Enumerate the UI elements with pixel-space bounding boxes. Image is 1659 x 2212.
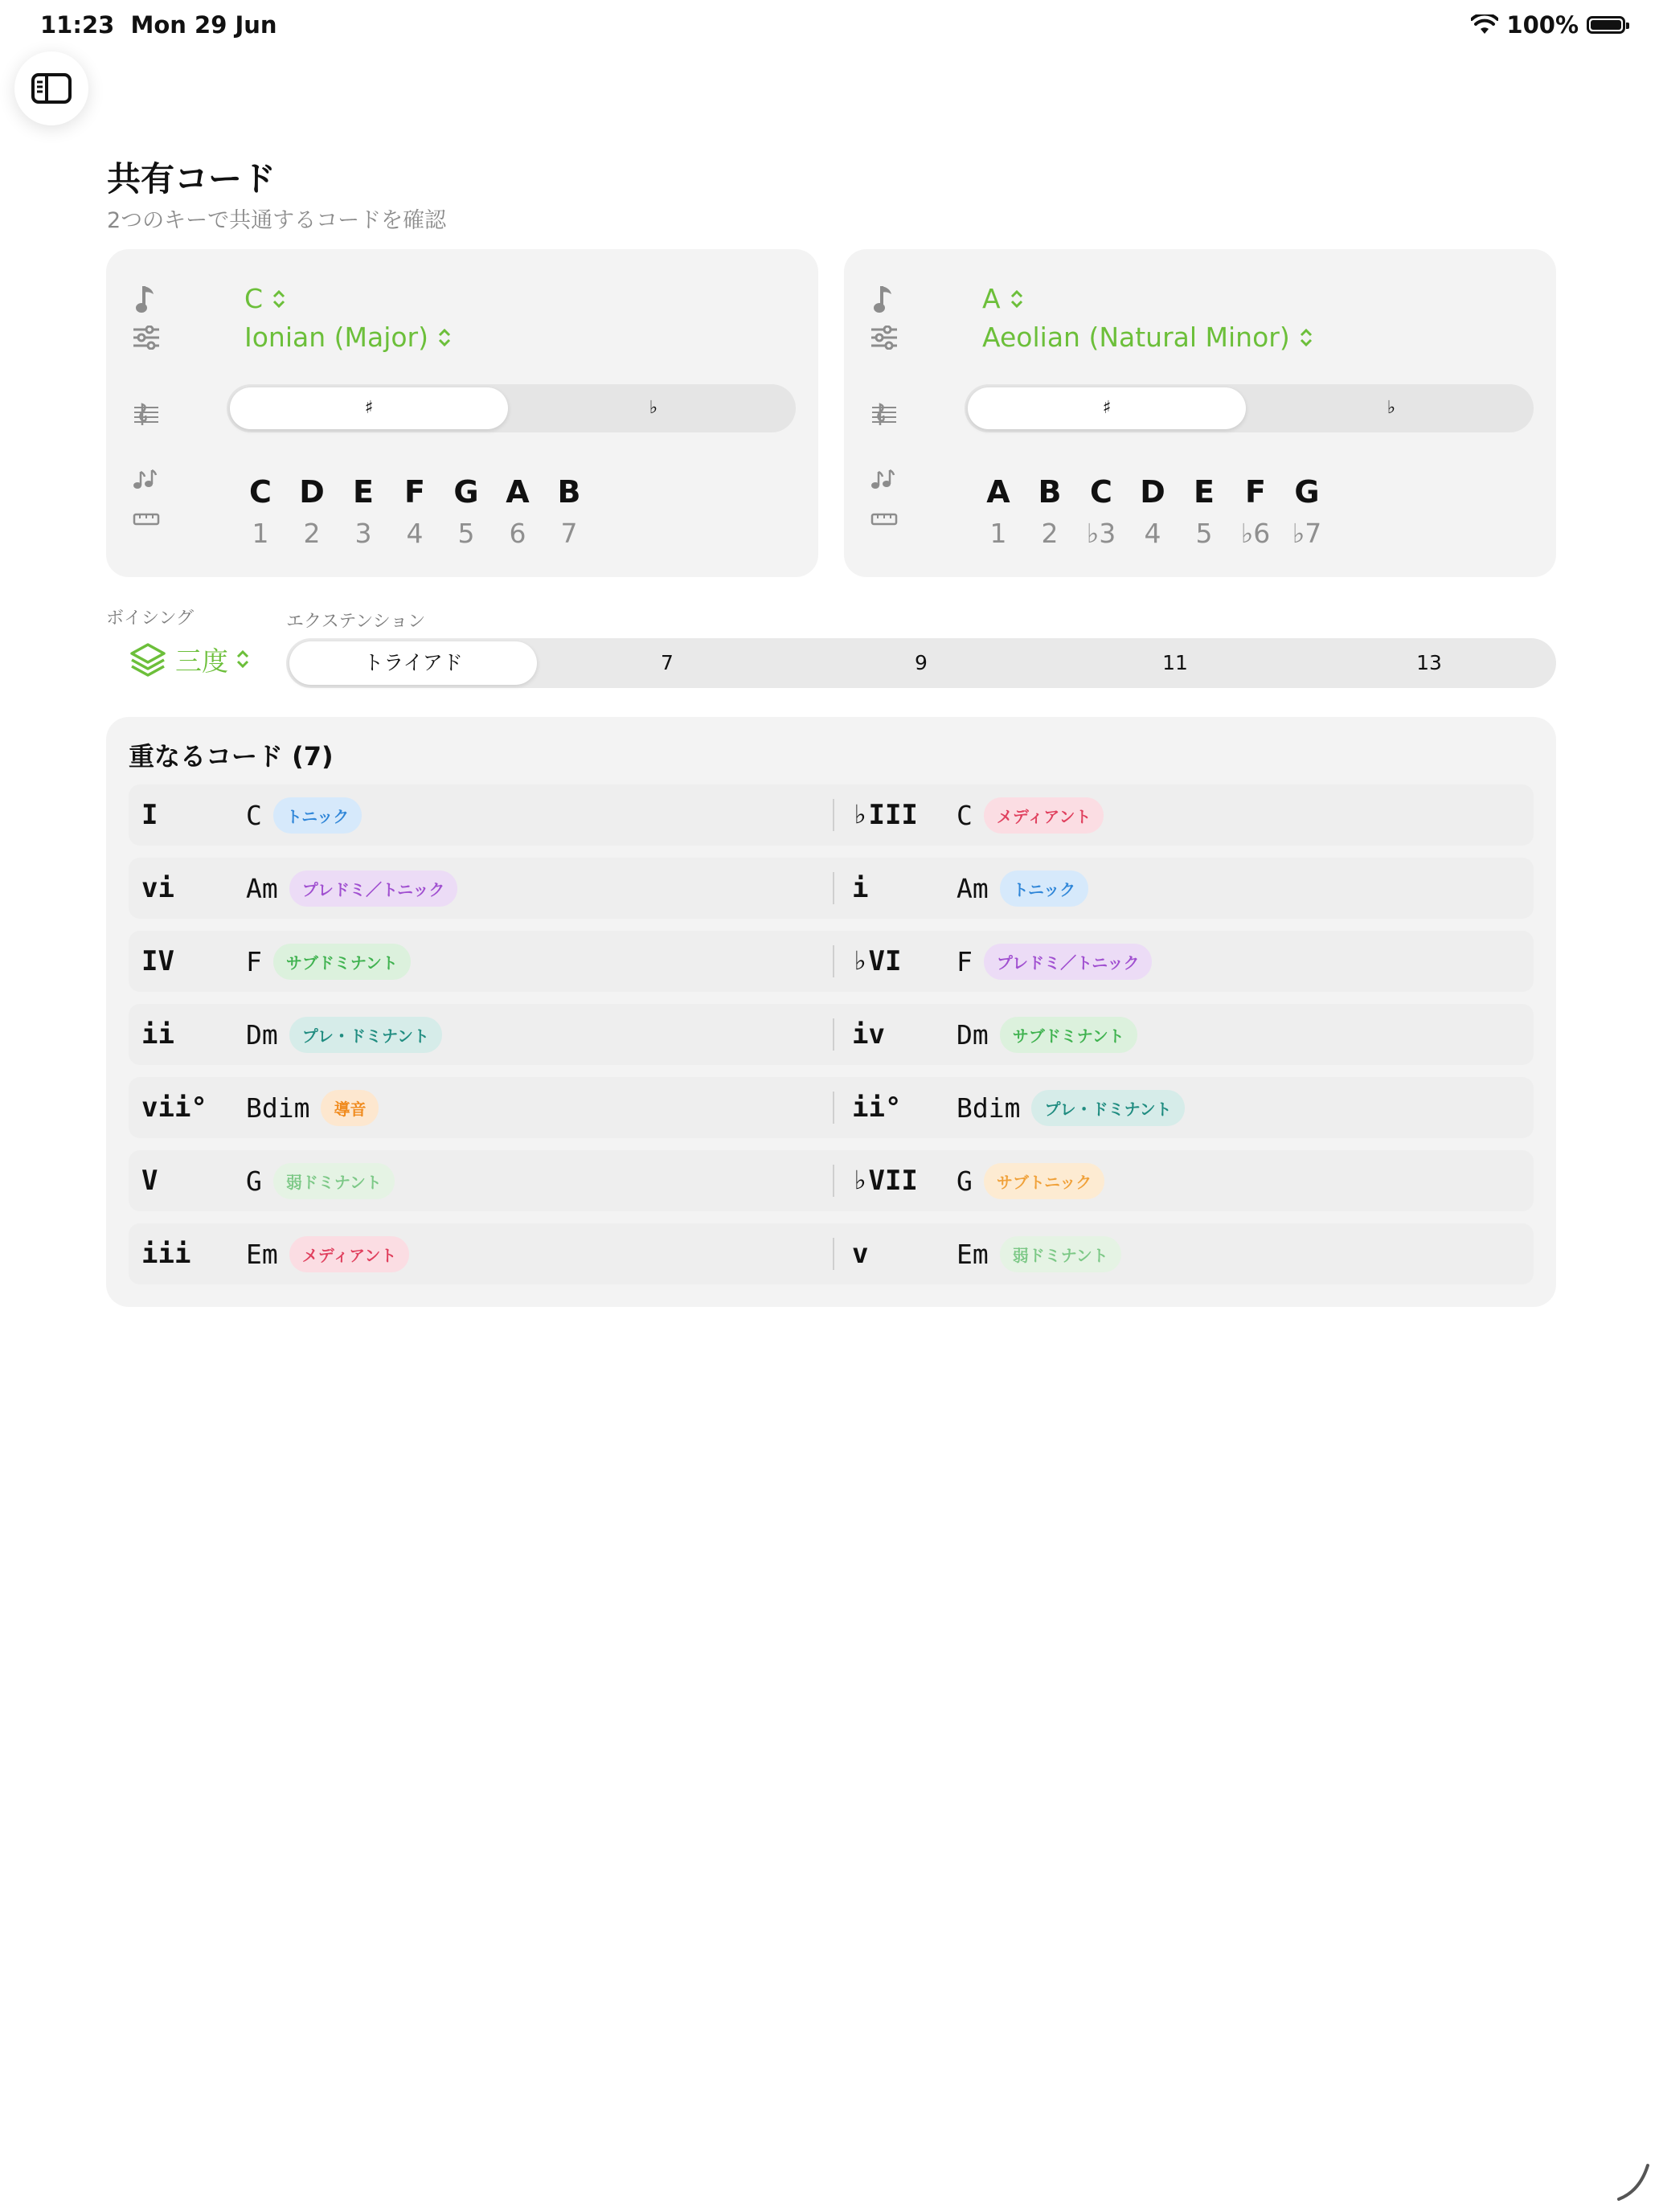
scale-note: F <box>404 474 425 510</box>
voicing-picker[interactable] <box>129 640 249 678</box>
roman-numeral: ♭VII <box>852 1165 918 1197</box>
roman-numeral: V <box>141 1165 158 1197</box>
scale-degree: 1 <box>252 518 269 549</box>
roman-numeral: IV <box>141 945 174 977</box>
chord-name: G <box>246 1165 262 1197</box>
chord-name: Am <box>956 872 989 904</box>
chord-row[interactable] <box>129 1004 1534 1065</box>
scale-note: D <box>299 474 325 510</box>
chord-name: Bdim <box>956 1092 1021 1124</box>
chord-name: Dm <box>246 1018 278 1051</box>
chord-cell-right <box>852 1004 1137 1065</box>
scale-note: B <box>1038 474 1062 510</box>
root-value: C <box>244 283 264 314</box>
extension-option-triad[interactable]: トライアド <box>363 651 463 674</box>
chord-cell-left <box>141 1223 409 1284</box>
root-picker[interactable] <box>244 283 285 314</box>
scale-degree: 2 <box>1041 518 1059 549</box>
chord-name: Em <box>246 1238 278 1270</box>
chord-cell-right <box>852 784 1104 846</box>
battery-percent: 100% <box>1506 11 1579 39</box>
flat-option[interactable]: ♭ <box>649 398 658 418</box>
scale-note: E <box>353 474 374 510</box>
scale-degree: 3 <box>354 518 372 549</box>
music-note-icon <box>130 283 162 315</box>
scale-note: G <box>453 474 479 510</box>
voicing-label: ボイシング <box>106 608 195 629</box>
sharp-option[interactable]: ♯ <box>1102 398 1112 418</box>
chord-cell-left <box>141 1150 395 1211</box>
wifi-icon <box>1471 14 1498 35</box>
root-value: A <box>982 283 1001 314</box>
extension-option-7[interactable]: 7 <box>661 651 674 674</box>
scale-degree: 4 <box>1144 518 1161 549</box>
roman-numeral: iv <box>852 1018 885 1051</box>
mode-value: Ionian (Major) <box>244 322 429 353</box>
sharp-option[interactable]: ♯ <box>364 398 374 418</box>
status-bar <box>0 0 1659 51</box>
mode-value: Aeolian (Natural Minor) <box>982 322 1290 353</box>
treble-clef-icon <box>868 399 900 431</box>
chevron-up-down-icon <box>236 649 249 670</box>
scale-notes <box>973 474 1333 510</box>
mode-picker[interactable] <box>982 322 1313 353</box>
accidental-segment[interactable] <box>965 384 1534 432</box>
roman-numeral: iii <box>141 1238 191 1270</box>
function-badge: プレドミ／トニック <box>984 944 1153 980</box>
scale-note: G <box>1294 474 1320 510</box>
notes-icon <box>868 463 900 495</box>
sliders-icon <box>868 322 900 354</box>
shared-chords-card <box>106 717 1556 1307</box>
chord-cell-left <box>141 1004 442 1065</box>
roman-numeral: ♭VI <box>852 945 902 977</box>
function-badge: 導音 <box>321 1090 379 1126</box>
battery-icon <box>1587 16 1625 34</box>
status-time: 11:23 Mon 29 Jun <box>40 11 277 39</box>
function-badge: サブドミナント <box>1000 1017 1137 1053</box>
chord-name: Em <box>956 1238 989 1270</box>
chord-cell-left <box>141 858 457 919</box>
scale-degree: 5 <box>1195 518 1213 549</box>
function-badge: トニック <box>1000 870 1088 907</box>
accidental-segment[interactable] <box>227 384 796 432</box>
pencil-hover-icon <box>1616 2162 1651 2202</box>
mode-picker[interactable] <box>244 322 451 353</box>
row-divider <box>833 1165 834 1197</box>
chord-row[interactable] <box>129 1223 1534 1284</box>
chord-row[interactable] <box>129 931 1534 992</box>
scale-note: A <box>986 474 1010 510</box>
row-divider <box>833 1238 834 1270</box>
ruler-icon <box>130 503 162 535</box>
function-badge: メディアント <box>289 1236 410 1272</box>
voicing-value: 三度 <box>175 645 228 677</box>
chord-name: F <box>246 945 262 977</box>
function-badge: メディアント <box>984 797 1104 834</box>
chord-cell-right <box>852 858 1088 919</box>
layers-icon <box>129 640 167 678</box>
status-indicators <box>1471 11 1625 39</box>
roman-numeral: I <box>141 799 158 831</box>
ruler-icon <box>868 503 900 535</box>
chord-name: C <box>956 799 973 831</box>
chord-name: Am <box>246 872 278 904</box>
function-badge: プレ・ドミナント <box>1031 1090 1184 1126</box>
row-divider <box>833 799 834 831</box>
scale-note: A <box>506 474 530 510</box>
extension-segment[interactable] <box>286 638 1556 688</box>
scale-note: F <box>1245 474 1266 510</box>
function-badge: トニック <box>273 797 362 834</box>
row-divider <box>833 872 834 904</box>
root-picker[interactable] <box>982 283 1023 314</box>
roman-numeral: i <box>852 872 869 904</box>
scale-degree: 4 <box>406 518 424 549</box>
chord-name: C <box>246 799 262 831</box>
roman-numeral: v <box>852 1238 869 1270</box>
scale-note: B <box>557 474 581 510</box>
scale-degree: 1 <box>989 518 1007 549</box>
flat-option[interactable]: ♭ <box>1387 398 1396 418</box>
roman-numeral: vii° <box>141 1092 207 1124</box>
chord-name: F <box>956 945 973 977</box>
scale-note: E <box>1194 474 1215 510</box>
key-card-left <box>106 249 818 577</box>
page-subtitle: 2つのキーで共通するコードを確認 <box>107 208 447 233</box>
chord-cell-left <box>141 784 362 846</box>
extension-label: エクステンション <box>286 612 426 632</box>
extension-option-13[interactable]: 13 <box>1416 651 1442 674</box>
chevron-up-down-icon <box>1300 327 1313 348</box>
chord-cell-left <box>141 1077 379 1138</box>
notes-icon <box>130 463 162 495</box>
row-divider <box>833 1092 834 1124</box>
function-badge: サブトニック <box>984 1163 1104 1199</box>
scale-degree: ♭7 <box>1292 518 1322 549</box>
chord-row[interactable] <box>129 784 1534 846</box>
extension-option-11[interactable]: 11 <box>1162 651 1188 674</box>
shared-chords-title: 重なるコード (7) <box>129 741 334 772</box>
music-note-icon <box>868 283 900 315</box>
key-card-right <box>844 249 1556 577</box>
treble-clef-icon <box>130 399 162 431</box>
scale-degree: 7 <box>560 518 578 549</box>
scale-degrees <box>235 518 595 549</box>
scale-degrees <box>973 518 1333 549</box>
function-badge: 弱ドミナント <box>273 1163 395 1199</box>
sidebar-toggle-button[interactable] <box>14 51 88 125</box>
scale-degree: ♭3 <box>1086 518 1116 549</box>
scale-degree: ♭6 <box>1240 518 1271 549</box>
chord-cell-right <box>852 1150 1104 1211</box>
page-title: 共有コード <box>107 159 276 199</box>
function-badge: プレドミ／トニック <box>289 870 458 907</box>
chevron-up-down-icon <box>1010 289 1023 309</box>
function-badge: サブドミナント <box>273 944 411 980</box>
chord-name: G <box>956 1165 973 1197</box>
row-divider <box>833 945 834 977</box>
scale-note: C <box>1090 474 1112 510</box>
roman-numeral: vi <box>141 872 174 904</box>
chord-name: Dm <box>956 1018 989 1051</box>
scale-degree: 6 <box>509 518 526 549</box>
chord-row[interactable] <box>129 858 1534 919</box>
chord-cell-right <box>852 931 1152 992</box>
chord-cell-right <box>852 1223 1121 1284</box>
sliders-icon <box>130 322 162 354</box>
chevron-up-down-icon <box>438 327 451 348</box>
scale-degree: 5 <box>457 518 475 549</box>
function-badge: 弱ドミナント <box>1000 1236 1121 1272</box>
scale-note: D <box>1140 474 1165 510</box>
chord-cell-left <box>141 931 411 992</box>
chord-row[interactable] <box>129 1077 1534 1138</box>
roman-numeral: ii° <box>852 1092 902 1124</box>
scale-note: C <box>249 474 272 510</box>
chevron-up-down-icon <box>272 289 285 309</box>
chord-name: Bdim <box>246 1092 310 1124</box>
roman-numeral: ii <box>141 1018 174 1051</box>
row-divider <box>833 1018 834 1051</box>
roman-numeral: ♭III <box>852 799 918 831</box>
scale-notes <box>235 474 595 510</box>
sidebar-icon <box>31 72 72 104</box>
chord-cell-right <box>852 1077 1185 1138</box>
extension-option-9[interactable]: 9 <box>915 651 928 674</box>
function-badge: プレ・ドミナント <box>289 1017 442 1053</box>
chord-row[interactable] <box>129 1150 1534 1211</box>
scale-degree: 2 <box>303 518 321 549</box>
